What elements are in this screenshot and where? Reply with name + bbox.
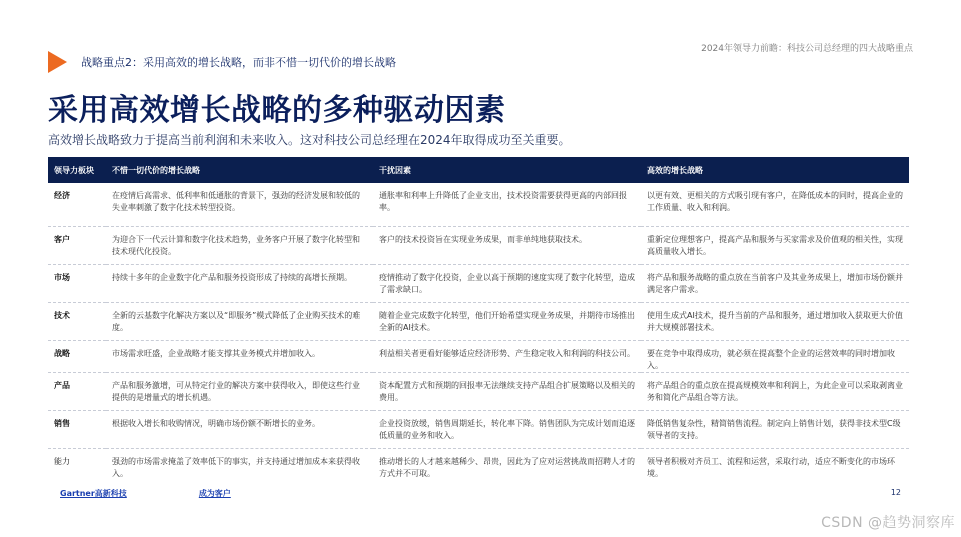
page-subtitle: 高效增长战略致力于提高当前利润和未来收入。这对科技公司总经理在2024年取得成功至关重要。 bbox=[48, 133, 571, 147]
column-header: 高效的增长战略 bbox=[641, 157, 909, 183]
category-cell: 能力 bbox=[54, 456, 70, 466]
table-cell: 以更有效、更相关的方式吸引现有客户，在降低成本的同时，提高企业的工作质量、收入和利润。 bbox=[641, 183, 909, 226]
table-cell: 资本配置方式和预期的回报率无法继续支持产品组合扩展策略以及相关的费用。 bbox=[373, 372, 641, 410]
table-cell: 降低销售复杂性，精简销售流程。制定向上销售计划，获得非技术型C级领导者的支持。 bbox=[641, 410, 909, 448]
table-cell: 重新定位理想客户，提高产品和服务与买家需求及价值观的相关性，实现高质量收入增长。 bbox=[641, 226, 909, 264]
become-client-link[interactable]: 成为客户 bbox=[198, 489, 231, 498]
table-row bbox=[48, 410, 909, 448]
table-row bbox=[48, 183, 909, 226]
table-cell: 客户的技术投资旨在实现业务成果，而非单纯地获取技术。 bbox=[373, 226, 641, 264]
table-row bbox=[48, 340, 909, 372]
table-cell: 根据收入增长和收购情况，明确市场份额不断增长的业务。 bbox=[106, 410, 373, 448]
table-row bbox=[48, 448, 909, 484]
category-cell: 销售 bbox=[48, 410, 106, 448]
table-row bbox=[48, 372, 909, 410]
arrow-right-icon bbox=[48, 51, 67, 73]
table-cell: 全新的云基数字化解决方案以及“即服务”模式降低了企业购买技术的难度。 bbox=[106, 302, 373, 340]
category-cell: 市场 bbox=[48, 264, 106, 302]
table-cell: 产品和服务激增，可从特定行业的解决方案中获得收入，即使这些行业提供的是增量式的增长机遇。 bbox=[106, 372, 373, 410]
table-row bbox=[48, 302, 909, 340]
table-cell: 要在竞争中取得成功，就必须在提高整个企业的运营效率的同时增加收入。 bbox=[641, 340, 909, 372]
column-header: 领导力板块 bbox=[48, 157, 106, 183]
table-row bbox=[48, 264, 909, 302]
table-cell: 将产品组合的重点放在提高规模效率和利润上，为此企业可以采取剥离业务和简化产品组合等方法。 bbox=[641, 372, 909, 410]
table-cell: 在疫情后高需求、低利率和低通胀的背景下，强劲的经济发展和较低的失业率刺激了数字化技术转型投资。 bbox=[106, 183, 373, 226]
table-cell: 利益相关者更看好能够适应经济形势、产生稳定收入和利润的科技公司。 bbox=[373, 340, 641, 372]
table-cell: 为迎合下一代云计算和数字化技术趋势，业务客户开展了数字化转型和技术现代化投资。 bbox=[106, 226, 373, 264]
footer-links bbox=[60, 488, 231, 499]
category-cell: 经济 bbox=[48, 183, 106, 226]
page-number: 12 bbox=[890, 488, 901, 497]
gartner-tech-link[interactable]: Gartner高新科技 bbox=[60, 489, 127, 498]
table-header-row bbox=[48, 157, 909, 183]
table-cell: 推动增长的人才越来越稀少、昂贵，因此为了应对运营挑战而招聘人才的方式并不可取。 bbox=[379, 456, 635, 478]
table-cell: 随着企业完成数字化转型，他们开始希望实现业务成果，并期待市场推出全新的AI技术。 bbox=[373, 302, 641, 340]
report-title: 2024年领导力前瞻：科技公司总经理的四大战略重点 bbox=[701, 44, 913, 54]
table-cell: 强劲的市场需求掩盖了效率低下的事实，并支持通过增加成本来获得收入。 bbox=[112, 456, 360, 478]
table-cell: 持续十多年的企业数字化产品和服务投资形成了持续的高增长预期。 bbox=[106, 264, 373, 302]
category-cell: 产品 bbox=[48, 372, 106, 410]
table-cell: 通胀率和利率上升降低了企业支出，技术投资需要获得更高的内部回报率。 bbox=[373, 183, 641, 226]
category-cell: 战略 bbox=[48, 340, 106, 372]
category-cell: 客户 bbox=[48, 226, 106, 264]
table-cell: 企业投资放缓，销售周期延长，转化率下降。销售团队为完成计划而追逐低质量的业务和收入。 bbox=[373, 410, 641, 448]
page-title: 采用高效增长战略的多种驱动因素 bbox=[48, 93, 506, 128]
breadcrumb bbox=[48, 51, 396, 73]
table-row bbox=[48, 226, 909, 264]
breadcrumb-text: 战略重点2：采用高效的增长战略，而非不惜一切代价的增长战略 bbox=[81, 56, 396, 69]
column-header: 不惜一切代价的增长战略 bbox=[106, 157, 373, 183]
drivers-table bbox=[48, 157, 909, 484]
table-cell: 疫情推动了数字化投资，企业以高于预期的速度实现了数字化转型，造成了需求缺口。 bbox=[373, 264, 641, 302]
table-cell: 领导者积极对齐员工、流程和运营，采取行动，适应不断变化的市场环境。 bbox=[647, 456, 895, 478]
table-cell: 将产品和服务战略的重点放在当前客户及其业务成果上，增加市场份额并满足客户需求。 bbox=[641, 264, 909, 302]
watermark: CSDN @趋势洞察库 bbox=[821, 515, 955, 531]
table-cell: 使用生成式AI技术，提升当前的产品和服务，通过增加收入获取更大价值并大规模部署技术。 bbox=[641, 302, 909, 340]
table-cell: 市场需求旺盛，企业战略才能支撑其业务模式并增加收入。 bbox=[106, 340, 373, 372]
category-cell: 技术 bbox=[48, 302, 106, 340]
column-header: 干扰因素 bbox=[373, 157, 641, 183]
